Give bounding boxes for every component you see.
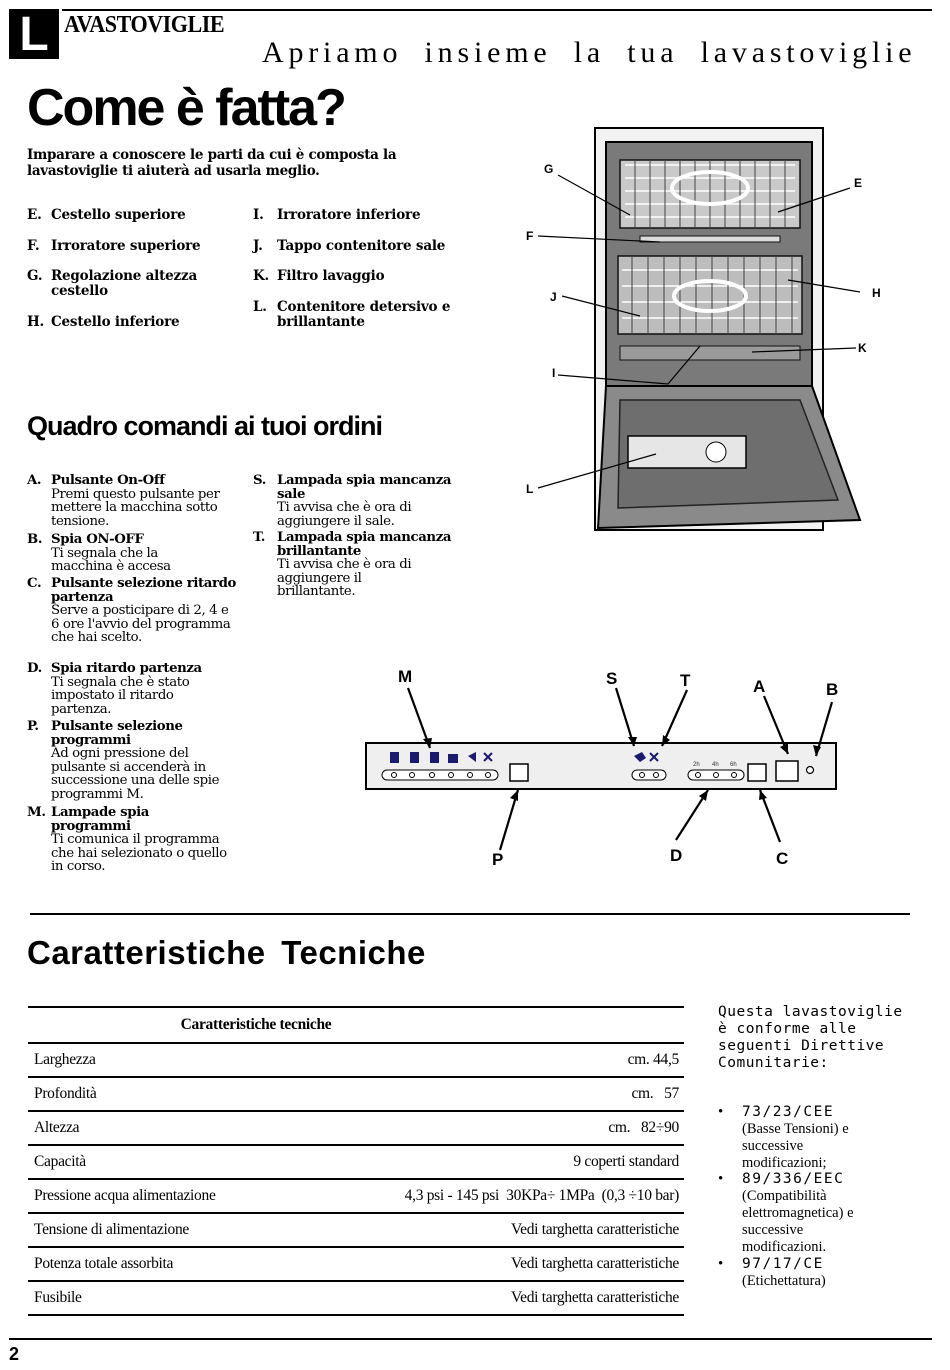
control-desc: Ti comunica il programma che hai selezionato o quello in corso.	[51, 832, 227, 875]
control-key: P.	[27, 719, 39, 734]
list-item	[718, 1256, 928, 1290]
part-item	[27, 208, 237, 223]
panel-label-d: D	[670, 846, 683, 865]
table-row	[28, 1146, 684, 1180]
delay-button[interactable]	[748, 764, 766, 781]
control-desc: Ti avvisa che è ora di aggiungere il brillantante.	[277, 557, 412, 600]
diagram-label-h: H	[872, 286, 881, 300]
directive-note: (Basse Tensioni) e successive modificazioni;	[742, 1121, 849, 1171]
panel-label-s: S	[606, 669, 618, 688]
control-title: Pulsante selezione ritardo partenza	[51, 576, 236, 605]
part-key: E.	[27, 207, 42, 223]
control-desc: Ti segnala che la macchina è accesa	[51, 545, 171, 575]
tech-table-header	[28, 1006, 684, 1044]
section-name: AVASTOVIGLIE	[64, 12, 225, 38]
directive-code: 97/17/CE	[742, 1255, 824, 1272]
directive-note: (Etichettatura)	[742, 1272, 826, 1289]
diagram-label-k: K	[858, 341, 867, 355]
table-row	[28, 1112, 684, 1146]
directive-code: 89/336/EEC	[742, 1171, 845, 1188]
upper-spray-arm	[640, 236, 780, 242]
part-key: J.	[253, 238, 263, 254]
part-label: Regolazione altezza cestello	[51, 268, 198, 299]
diagram-label-g: G	[544, 162, 554, 176]
control-item-c	[27, 577, 237, 645]
program-select-button[interactable]	[510, 764, 528, 781]
table-row	[28, 1248, 684, 1282]
row-value: 4,3 psi - 145 psi 30KPa÷ 1MPa (0,3 ÷10 bar)	[404, 1187, 679, 1204]
part-key: L.	[253, 299, 267, 315]
on-off-lamp	[807, 767, 814, 774]
diagram-label-i: I	[552, 366, 556, 380]
part-label: Irroratore inferiore	[277, 207, 421, 223]
directive-code: 73/23/CEE	[742, 1104, 835, 1120]
dishwasher-diagram	[520, 120, 900, 540]
part-item	[253, 300, 463, 330]
part-label: Cestello superiore	[51, 207, 186, 223]
part-label: Filtro lavaggio	[277, 268, 385, 284]
bullet-icon: •	[718, 1255, 724, 1272]
control-title: Pulsante selezione programmi	[51, 719, 183, 748]
control-desc: Premi questo pulsante per mettere la macchina sotto tensione.	[51, 486, 220, 529]
row-label: Potenza totale assorbita	[34, 1255, 174, 1272]
control-desc: Ti avvisa che è ora di aggiungere il sale.	[277, 500, 412, 529]
program-icon	[430, 752, 439, 763]
control-item-p	[27, 720, 242, 802]
directives-intro: Questa lavastoviglie è conforme alle seguenti Direttive Comunitarie:	[718, 1004, 903, 1071]
control-title: Lampada spia mancanza brillantante	[277, 530, 452, 559]
control-desc: Ad ogni pressione del pulsante si accenderà in successione una delle spie programmi M.	[51, 746, 220, 802]
row-label: Tensione di alimentazione	[34, 1221, 189, 1238]
row-value: cm. 44,5	[627, 1051, 679, 1068]
table-row	[28, 1180, 684, 1214]
part-label: Contenitore detersivo e brillantante	[277, 299, 451, 330]
footer-rule	[9, 1338, 932, 1340]
row-value: cm. 57	[631, 1085, 679, 1102]
row-label: Profondità	[34, 1085, 97, 1102]
page-number: 2	[9, 1344, 20, 1364]
delay-label-4h: 4h	[712, 762, 719, 768]
part-item	[253, 269, 483, 284]
bullet-icon: •	[718, 1104, 724, 1120]
diagram-label-e: E	[854, 176, 863, 190]
control-key: T.	[253, 530, 266, 545]
diagram-label-j: J	[550, 290, 557, 304]
panel-label-m: M	[398, 667, 413, 686]
panel-label-a: A	[753, 677, 766, 696]
tech-section-title: Caratteristiche Tecniche	[27, 934, 426, 971]
header-rule	[62, 9, 932, 11]
lower-spray-arm	[620, 346, 800, 360]
part-key: F.	[27, 238, 40, 254]
directives-list	[718, 1104, 928, 1289]
part-key: H.	[27, 314, 45, 330]
part-key: K.	[253, 268, 270, 284]
panel-label-c: C	[776, 849, 789, 868]
row-label: Altezza	[34, 1119, 80, 1136]
table-row	[28, 1044, 684, 1078]
part-item	[27, 269, 217, 299]
control-item-b	[27, 533, 207, 574]
control-key: M.	[27, 805, 46, 820]
control-panel-diagram	[360, 660, 850, 872]
part-key: I.	[253, 207, 264, 223]
control-item-m	[27, 806, 227, 874]
part-label: Irroratore superiore	[51, 238, 201, 254]
row-label: Larghezza	[34, 1051, 96, 1068]
page-title: Come è fatta?	[27, 79, 345, 137]
diagram-label-f: F	[526, 229, 534, 243]
diagram-label-l: L	[526, 482, 534, 496]
on-off-button[interactable]	[776, 761, 798, 781]
control-key: S.	[253, 473, 266, 488]
control-title: Spia ritardo partenza	[51, 661, 202, 676]
control-desc: Ti segnala che è stato impostato il ritardo partenza.	[51, 674, 190, 717]
control-key: C.	[27, 576, 42, 591]
row-label: Pressione acqua alimentazione	[34, 1187, 216, 1204]
delay-label-2h: 2h	[693, 762, 700, 768]
directive-note: (Compatibilità elettromagnetica) e successive modificazioni.	[742, 1188, 854, 1255]
part-item	[27, 239, 237, 254]
control-desc: Serve a posticipare di 2, 4 e 6 ore l'avvio del programma che hai scelto.	[51, 603, 231, 646]
warning-lamps-strip	[632, 770, 666, 780]
lower-basket	[618, 256, 802, 334]
control-key: A.	[27, 473, 42, 488]
part-item	[253, 208, 483, 223]
control-item-t	[253, 531, 458, 599]
tech-table-header-label: Caratteristiche tecniche	[180, 1016, 332, 1033]
controls-title: Quadro comandi ai tuoi ordini	[27, 411, 383, 441]
table-row	[28, 1078, 684, 1112]
list-item	[718, 1171, 928, 1255]
row-value: Vedi targhetta caratteristiche	[510, 1289, 679, 1306]
delay-label-6h: 6h	[730, 762, 737, 768]
control-key: B.	[27, 532, 43, 547]
control-title: Pulsante On-Off	[51, 473, 165, 488]
part-key: G.	[27, 268, 43, 284]
control-item-a	[27, 474, 247, 528]
upper-basket	[620, 160, 800, 228]
program-icon	[390, 752, 399, 763]
part-label: Tappo contenitore sale	[277, 238, 446, 254]
section-letter-badge: L	[9, 9, 59, 59]
part-label: Cestello inferiore	[51, 314, 180, 330]
row-value: Vedi targhetta caratteristiche	[510, 1255, 679, 1272]
list-item	[718, 1104, 928, 1171]
program-icon	[448, 754, 458, 763]
control-title: Lampada spia mancanza sale	[277, 473, 452, 502]
intro-text: Imparare a conoscere le parti da cui è composta la lavastoviglie ti aiuterà ad usarla meglio.	[27, 147, 397, 179]
dispenser-cap	[706, 442, 726, 462]
control-item-d	[27, 662, 227, 716]
control-title: Lampade spia programmi	[51, 805, 149, 834]
program-icon	[410, 752, 419, 763]
control-key: D.	[27, 661, 42, 676]
row-label: Fusibile	[34, 1289, 82, 1306]
row-value: 9 coperti standard	[573, 1153, 679, 1170]
control-title: Spia ON-OFF	[51, 532, 144, 547]
page-subtitle: Apriamo insieme la tua lavastoviglie	[262, 36, 917, 69]
table-row	[28, 1282, 684, 1316]
row-value: cm. 82÷90	[608, 1119, 679, 1136]
row-label: Capacità	[34, 1153, 86, 1170]
panel-label-t: T	[680, 671, 691, 690]
table-row	[28, 1214, 684, 1248]
program-lamps-strip	[382, 770, 498, 780]
detergent-dispenser	[628, 436, 746, 468]
bullet-icon: •	[718, 1171, 724, 1188]
control-item-s	[253, 474, 453, 528]
tech-spec-table	[28, 1006, 684, 1316]
part-item	[253, 239, 483, 254]
panel-label-b: B	[826, 680, 839, 699]
section-divider	[30, 913, 910, 915]
row-value: Vedi targhetta caratteristiche	[510, 1221, 679, 1238]
panel-label-p: P	[492, 850, 504, 869]
part-item	[27, 315, 237, 330]
